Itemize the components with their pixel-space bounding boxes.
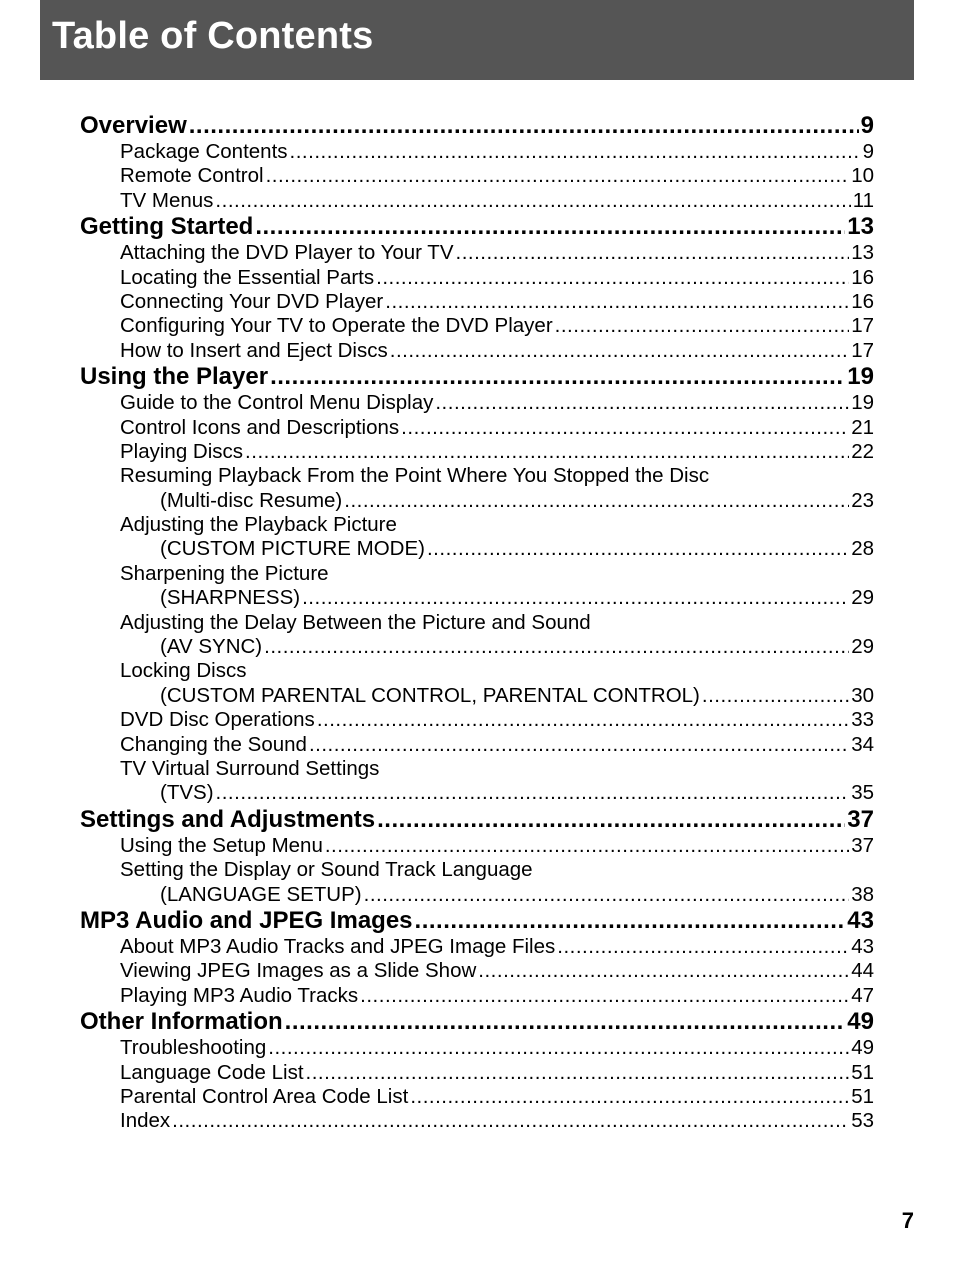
toc-entry-label: Playing Discs xyxy=(120,439,244,463)
toc-entry-page: 28 xyxy=(851,537,874,561)
toc-entry-page: 53 xyxy=(851,1109,874,1133)
title-bar xyxy=(40,0,914,80)
toc-entry-label: Viewing JPEG Images as a Slide Show xyxy=(120,959,477,983)
toc-entry-label: Remote Control xyxy=(120,164,264,188)
toc-entry-page: 30 xyxy=(851,683,874,707)
toc-section-title: Using the Player xyxy=(80,363,269,391)
toc-entry-label: (LANGUAGE SETUP) xyxy=(160,882,362,906)
toc-entry-line: Sharpening the Picture xyxy=(120,561,329,585)
toc-section-page: 9 xyxy=(860,112,874,139)
toc-entry-label: Configuring Your TV to Operate the DVD Player xyxy=(120,314,553,338)
toc-entry-label: TV Menus xyxy=(120,188,214,212)
toc-entry-label: (AV SYNC) xyxy=(160,635,263,659)
toc-entry-label: Connecting Your DVD Player xyxy=(120,289,384,313)
toc-entry[interactable] xyxy=(80,935,874,959)
dot-leader xyxy=(415,907,846,935)
toc-section-row[interactable] xyxy=(80,112,874,140)
toc-entry-line: Adjusting the Delay Between the Picture and Sound xyxy=(120,610,591,634)
toc-entry-page: 34 xyxy=(851,732,874,756)
toc-entry[interactable] xyxy=(80,339,874,363)
toc-entry-page: 19 xyxy=(851,391,874,415)
dot-leader xyxy=(317,708,849,732)
dot-leader xyxy=(344,489,849,513)
toc-section-page: 43 xyxy=(847,906,874,934)
toc-entry-label: Control Icons and Descriptions xyxy=(120,415,400,439)
dot-leader xyxy=(309,733,849,757)
toc-section-row[interactable] xyxy=(80,806,874,834)
dot-leader xyxy=(456,241,850,265)
toc-entry-page: 9 xyxy=(862,140,874,163)
dot-leader xyxy=(702,684,849,708)
toc-entry-label: Using the Setup Menu xyxy=(120,833,323,857)
toc-entry-page: 11 xyxy=(852,188,874,212)
toc-entry-line: Adjusting the Playback Picture xyxy=(120,513,397,537)
dot-leader xyxy=(377,806,845,834)
toc-entry[interactable] xyxy=(80,140,874,164)
toc-entry[interactable] xyxy=(80,266,874,290)
toc-entry[interactable] xyxy=(80,189,874,213)
dot-leader xyxy=(376,266,849,290)
toc-entry-label: (SHARPNESS) xyxy=(160,586,301,610)
toc-entry[interactable] xyxy=(80,883,874,907)
toc-entry-page: 37 xyxy=(851,833,874,857)
toc-entry-page: 10 xyxy=(851,164,874,188)
dot-leader xyxy=(266,164,850,188)
toc-entry[interactable] xyxy=(80,635,874,659)
toc-entry-page: 23 xyxy=(851,488,874,512)
dot-leader xyxy=(264,635,849,659)
dot-leader xyxy=(268,1036,849,1060)
toc-entry-line: Resuming Playback From the Point Where You Stopped the Disc xyxy=(120,464,710,488)
toc-entry-page: 51 xyxy=(851,1084,874,1108)
toc-entry-label: (CUSTOM PARENTAL CONTROL, PARENTAL CONTROL) xyxy=(160,683,700,707)
toc-entry[interactable] xyxy=(80,241,874,265)
toc-entry[interactable] xyxy=(80,537,874,561)
toc-entry-line: Setting the Display or Sound Track Language xyxy=(120,858,533,882)
dot-leader xyxy=(245,440,849,464)
toc-section-row[interactable] xyxy=(80,363,874,391)
toc-entry[interactable] xyxy=(80,781,874,805)
toc-entry[interactable] xyxy=(80,1085,874,1109)
toc-section-row[interactable] xyxy=(80,213,874,241)
dot-leader xyxy=(390,339,849,363)
toc-section-title: Getting Started xyxy=(80,213,254,241)
toc-entry-page: 13 xyxy=(851,241,874,265)
toc-section-page: 13 xyxy=(847,213,874,241)
dot-leader xyxy=(302,586,849,610)
toc-entry[interactable] xyxy=(80,391,874,415)
toc-entry[interactable] xyxy=(80,290,874,314)
toc-entry-page: 22 xyxy=(851,439,874,463)
dot-leader xyxy=(360,984,849,1008)
toc-entry-page: 17 xyxy=(851,338,874,362)
toc-entry-label: Package Contents xyxy=(120,140,288,163)
dot-leader xyxy=(255,213,845,241)
toc-entry-label: (TVS) xyxy=(160,781,214,805)
dot-leader xyxy=(270,363,845,391)
toc-section-title: Other Information xyxy=(80,1008,283,1036)
dot-leader xyxy=(189,112,859,140)
page-number: 7 xyxy=(901,1208,914,1233)
toc-entry-label: (CUSTOM PICTURE MODE) xyxy=(160,537,425,561)
dot-leader xyxy=(325,834,849,858)
toc-entry-label: Language Code List xyxy=(120,1060,304,1084)
toc-entry-page: 29 xyxy=(851,586,874,610)
toc-section-title: Overview xyxy=(80,112,187,139)
toc-entry-label: Troubleshooting xyxy=(120,1036,267,1060)
toc-entry-page: 16 xyxy=(851,265,874,289)
toc-entry-line: Locking Discs xyxy=(120,659,247,683)
toc-entry[interactable] xyxy=(80,1061,874,1085)
toc-section-row[interactable] xyxy=(80,1008,874,1036)
dot-leader xyxy=(478,959,849,983)
toc-entry-page: 16 xyxy=(851,289,874,313)
toc-entry-label: Changing the Sound xyxy=(120,732,307,756)
toc-entry-page: 43 xyxy=(851,934,874,958)
toc-entry-label: About MP3 Audio Tracks and JPEG Image Files xyxy=(120,934,556,958)
toc-entry-page: 49 xyxy=(851,1036,874,1060)
dot-leader xyxy=(427,537,849,561)
toc-entry-page: 35 xyxy=(851,781,874,805)
toc-entry-label: How to Insert and Eject Discs xyxy=(120,338,388,362)
dot-leader xyxy=(215,189,850,213)
dot-leader xyxy=(410,1085,849,1109)
dot-leader xyxy=(285,1008,846,1036)
dot-leader xyxy=(401,416,849,440)
toc-entry-label: (Multi-disc Resume) xyxy=(160,488,343,512)
table-of-contents xyxy=(80,112,874,1134)
toc-entry-label: Playing MP3 Audio Tracks xyxy=(120,983,359,1007)
toc-entry-page: 17 xyxy=(851,314,874,338)
toc-section-title: MP3 Audio and JPEG Images xyxy=(80,906,413,934)
dot-leader xyxy=(555,314,850,338)
toc-entry[interactable] xyxy=(80,984,874,1008)
toc-entry-page: 47 xyxy=(851,983,874,1007)
page-title: Table of Contents xyxy=(52,15,374,57)
toc-entry[interactable] xyxy=(80,1109,874,1133)
toc-section-page: 49 xyxy=(847,1008,874,1036)
toc-entry[interactable] xyxy=(80,416,874,440)
toc-entry[interactable] xyxy=(80,684,874,708)
toc-entry[interactable] xyxy=(80,164,874,188)
toc-section-title: Settings and Adjustments xyxy=(80,805,376,833)
toc-entry[interactable] xyxy=(80,733,874,757)
toc-entry[interactable] xyxy=(80,314,874,338)
toc-entry[interactable] xyxy=(80,440,874,464)
toc-entry-page: 38 xyxy=(851,882,874,906)
toc-entry-page: 21 xyxy=(851,415,874,439)
dot-leader xyxy=(172,1109,849,1133)
toc-entry[interactable] xyxy=(80,834,874,858)
toc-entry-label: Parental Control Area Code List xyxy=(120,1084,409,1108)
toc-entry-page: 44 xyxy=(851,959,874,983)
toc-entry-label: Locating the Essential Parts xyxy=(120,265,375,289)
dot-leader xyxy=(385,290,849,314)
toc-entry[interactable] xyxy=(80,708,874,732)
dot-leader xyxy=(557,935,849,959)
toc-entry-page: 51 xyxy=(851,1060,874,1084)
toc-entry-label: Attaching the DVD Player to Your TV xyxy=(120,241,454,265)
toc-section-row[interactable] xyxy=(80,907,874,935)
toc-section-page: 37 xyxy=(847,805,874,833)
toc-entry-page: 29 xyxy=(851,635,874,659)
toc-entry-label: DVD Disc Operations xyxy=(120,708,315,732)
toc-entry[interactable] xyxy=(80,489,874,513)
dot-leader xyxy=(306,1061,850,1085)
toc-entry-line: TV Virtual Surround Settings xyxy=(120,756,380,780)
toc-entry[interactable] xyxy=(80,959,874,983)
toc-entry[interactable] xyxy=(80,1036,874,1060)
toc-section-page: 19 xyxy=(847,363,874,391)
dot-leader xyxy=(364,883,850,907)
toc-entry-label: Guide to the Control Menu Display xyxy=(120,391,434,415)
dot-leader xyxy=(435,391,849,415)
toc-entry-page: 33 xyxy=(851,708,874,732)
dot-leader xyxy=(290,140,861,164)
dot-leader xyxy=(216,781,850,805)
toc-entry-label: Index xyxy=(120,1109,171,1133)
toc-entry[interactable] xyxy=(80,586,874,610)
